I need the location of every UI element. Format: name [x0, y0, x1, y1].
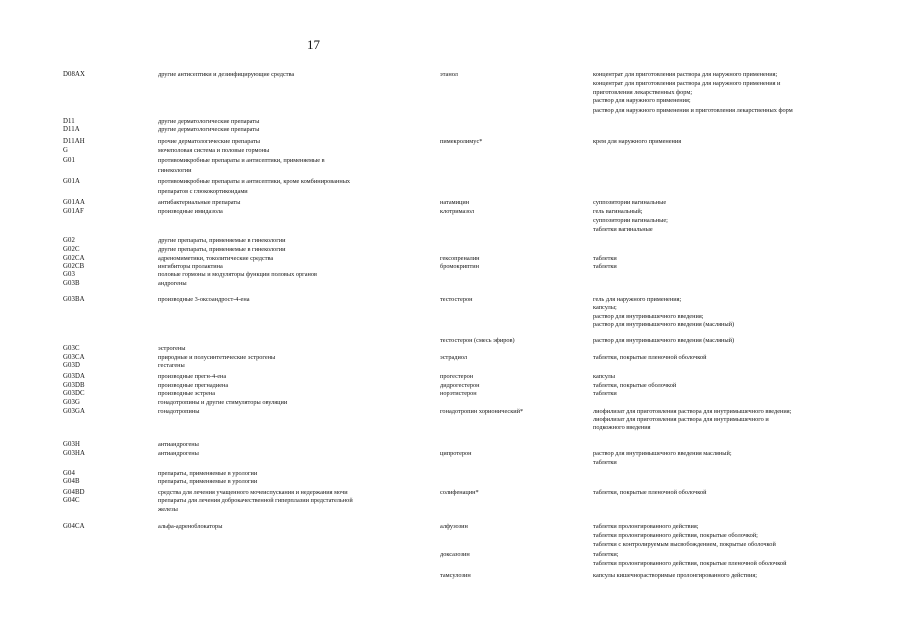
table-row [0, 320, 905, 330]
drug-name: норэтистерон [440, 390, 477, 397]
atc-group-name: половые гормоны и модуляторы функции половых органов [158, 271, 318, 278]
table-row [0, 125, 905, 135]
atc-group-name: другие препараты, применяемые в гинекологии [158, 246, 286, 253]
atc-code: G01AA [63, 199, 86, 206]
drug-name: тестостерон (смесь эфиров) [440, 337, 515, 344]
atc-code: D08AX [63, 71, 86, 78]
dosage-form: таблетки, покрытые оболочкой [593, 382, 677, 389]
atc-group-name: другие дерматологические препараты [158, 126, 260, 133]
atc-code: G03CA [63, 354, 85, 361]
dosage-form: таблетки [593, 390, 617, 397]
atc-group-name: антиандрогены [158, 441, 199, 448]
atc-code: G04 [63, 470, 76, 477]
table-row [0, 106, 905, 116]
dosage-form: капсулы; [593, 304, 617, 311]
atc-code: D11A [63, 126, 80, 133]
drug-name: пимекролимус* [440, 138, 483, 145]
dosage-form: таблетки, покрытые пленочной оболочкой [593, 354, 707, 361]
atc-code: G03D [63, 362, 81, 369]
atc-group-name: ингибиторы пролактина [158, 263, 223, 270]
atc-group-name: препараты, применяемые в урологии [158, 470, 258, 477]
table-row [0, 540, 905, 550]
atc-group-name: альфа-адреноблокаторы [158, 523, 223, 530]
dosage-form: приготовления лекарственных форм; [593, 89, 693, 96]
dosage-form: таблетки с контролируемым высвобождением, покрытые оболочкой [593, 541, 776, 548]
dosage-form: крем для наружного применения [593, 138, 682, 145]
atc-code: G01A [63, 178, 81, 185]
atc-code: G03DA [63, 373, 86, 380]
atc-code: G03B [63, 280, 80, 287]
dosage-form: капсулы кишечнорастворимые пролонгированного действия; [593, 572, 757, 579]
table-row [0, 361, 905, 371]
atc-code: G02CA [63, 255, 85, 262]
page-number: 17 [307, 37, 320, 52]
atc-group-name: противомикробные препараты и антисептики, кроме комбинированных [158, 178, 351, 185]
dosage-form: раствор для внутримышечного введения масляный; [593, 450, 732, 457]
atc-group-name: антибактериальные препараты [158, 199, 241, 206]
dosage-form: таблетки [593, 459, 617, 466]
drug-name: прогестерон [440, 373, 474, 380]
dosage-form: раствор для внутримышечного введения (масляный) [593, 321, 735, 328]
dosage-form: таблетки, покрытые пленочной оболочкой [593, 489, 707, 496]
table-row [0, 225, 905, 235]
drug-name: клотримазол [440, 208, 475, 215]
table-row [0, 559, 905, 569]
atc-group-name: препаратов с глюкокортикоидами [158, 188, 248, 195]
drug-name: тестостерон [440, 296, 473, 303]
dosage-form: лиофилизат для приготовления раствора для внутримышечного введения; [593, 408, 792, 415]
atc-group-name: производные прегнадиена [158, 382, 229, 389]
drug-name: дидрогестерон [440, 382, 480, 389]
drug-name: эстрадиол [440, 354, 468, 361]
atc-group-name: андрогены [158, 280, 187, 287]
dosage-form: таблетки пролонгированного действия, покрытые оболочкой; [593, 532, 758, 539]
dosage-form: таблетки [593, 263, 617, 270]
dosage-form: раствор для наружного применения и приготовления лекарственных форм [593, 107, 793, 114]
atc-group-name: железы [158, 506, 178, 513]
dosage-form: лиофилизат для приготовления раствора для внутримышечного и [593, 416, 769, 423]
atc-code: G03HA [63, 450, 86, 457]
atc-code: G03DB [63, 382, 85, 389]
drug-name: доксазозин [440, 551, 470, 558]
atc-code: G03DC [63, 390, 85, 397]
drug-name: ципротерон [440, 450, 472, 457]
table-row [0, 146, 905, 156]
atc-code: G04CA [63, 523, 85, 530]
dosage-form: таблетки пролонгированного действия, покрытые пленочной оболочкой [593, 560, 787, 567]
atc-group-name: гонадотропины и другие стимуляторы овуляции [158, 399, 288, 406]
table-row [0, 96, 905, 106]
drug-name: натамицин [440, 199, 470, 206]
atc-code: G02CB [63, 263, 85, 270]
atc-code: G03H [63, 441, 81, 448]
dosage-form: раствор для внутримышечного введения (масляный) [593, 337, 735, 344]
dosage-form: гель для наружного применения; [593, 296, 682, 303]
atc-code: G02 [63, 237, 76, 244]
atc-code: G [63, 147, 69, 154]
atc-group-name: природные и полусинтетические эстрогены [158, 354, 276, 361]
atc-code: D11AH [63, 138, 85, 145]
atc-code: G03BA [63, 296, 85, 303]
atc-group-name: противомикробные препараты и антисептики, применяемые в [158, 157, 325, 164]
dosage-form: раствор для внутримышечного введения; [593, 313, 704, 320]
dosage-form: концентрат для приготовления раствора для наружного применения; [593, 71, 778, 78]
table-row [0, 505, 905, 515]
table-row [0, 187, 905, 197]
table-row [0, 423, 905, 433]
drug-name: гексопреналин [440, 255, 480, 262]
drug-name: тамсулозин [440, 572, 471, 579]
atc-code: G03C [63, 345, 80, 352]
atc-code: G04C [63, 497, 80, 504]
atc-code: G04B [63, 478, 80, 485]
drug-name: алфузозин [440, 523, 468, 530]
atc-code: G04BD [63, 489, 85, 496]
atc-group-name: средства для лечения учащенного мочеиспускания и недержания мочи [158, 489, 348, 496]
atc-group-name: прочие дерматологические препараты [158, 138, 260, 145]
atc-group-name: другие препараты, применяемые в гинекологии [158, 237, 286, 244]
atc-group-name: адреномиметики, токолитические средства [158, 255, 274, 262]
atc-code: G01AF [63, 208, 84, 215]
atc-group-name: гестагены [158, 362, 185, 369]
table-row [0, 166, 905, 176]
table-row [0, 177, 905, 187]
atc-group-name: производные эстрена [158, 390, 216, 397]
dosage-form: таблетки вагинальные [593, 226, 653, 233]
dosage-form: подкожного введения [593, 424, 651, 431]
atc-group-name: препараты, применяемые в урологии [158, 478, 258, 485]
drug-name: гонадотропин хорионический* [440, 408, 524, 415]
table-row [0, 571, 905, 581]
dosage-form: раствор для наружного применения; [593, 97, 691, 104]
drug-name: солифенацин* [440, 489, 479, 496]
atc-group-name: эстрогены [158, 345, 186, 352]
atc-code: D11 [63, 118, 75, 125]
atc-code: G03GA [63, 408, 86, 415]
atc-group-name: производные прегн-4-ена [158, 373, 227, 380]
table-row [0, 279, 905, 289]
atc-group-name: другие дерматологические препараты [158, 118, 260, 125]
dosage-form: капсулы [593, 373, 616, 380]
atc-group-name: антиандрогены [158, 450, 199, 457]
atc-group-name: препараты для лечения доброкачественной гиперплазии предстательной [158, 497, 353, 504]
atc-code: G03 [63, 271, 76, 278]
dosage-form: суппозитории вагинальные [593, 199, 667, 206]
dosage-form: таблетки [593, 255, 617, 262]
table-row [0, 477, 905, 487]
dosage-form: концентрат для приготовления раствора для наружного применения и [593, 80, 781, 87]
table-row [0, 458, 905, 468]
table-row [0, 156, 905, 166]
atc-code: G03G [63, 399, 81, 406]
dosage-form: таблетки пролонгированного действия; [593, 523, 699, 530]
atc-group-name: мочеполовая система и половые гормоны [158, 147, 270, 154]
drug-name: этанол [440, 71, 458, 78]
dosage-form: таблетки; [593, 551, 619, 558]
drug-name: бромокриптин [440, 263, 479, 270]
atc-code: G01 [63, 157, 76, 164]
atc-group-name: гинекологии [158, 167, 192, 174]
atc-group-name: производные 3-оксоандрост-4-ена [158, 296, 250, 303]
atc-group-name: другие антисептики и дезинфицирующие средства [158, 71, 295, 78]
dosage-form: гель вагинальный; [593, 208, 643, 215]
dosage-form: суппозитории вагинальные; [593, 217, 668, 224]
atc-group-name: гонадотропины [158, 408, 200, 415]
atc-group-name: производные имидазола [158, 208, 223, 215]
atc-code: G02C [63, 246, 80, 253]
